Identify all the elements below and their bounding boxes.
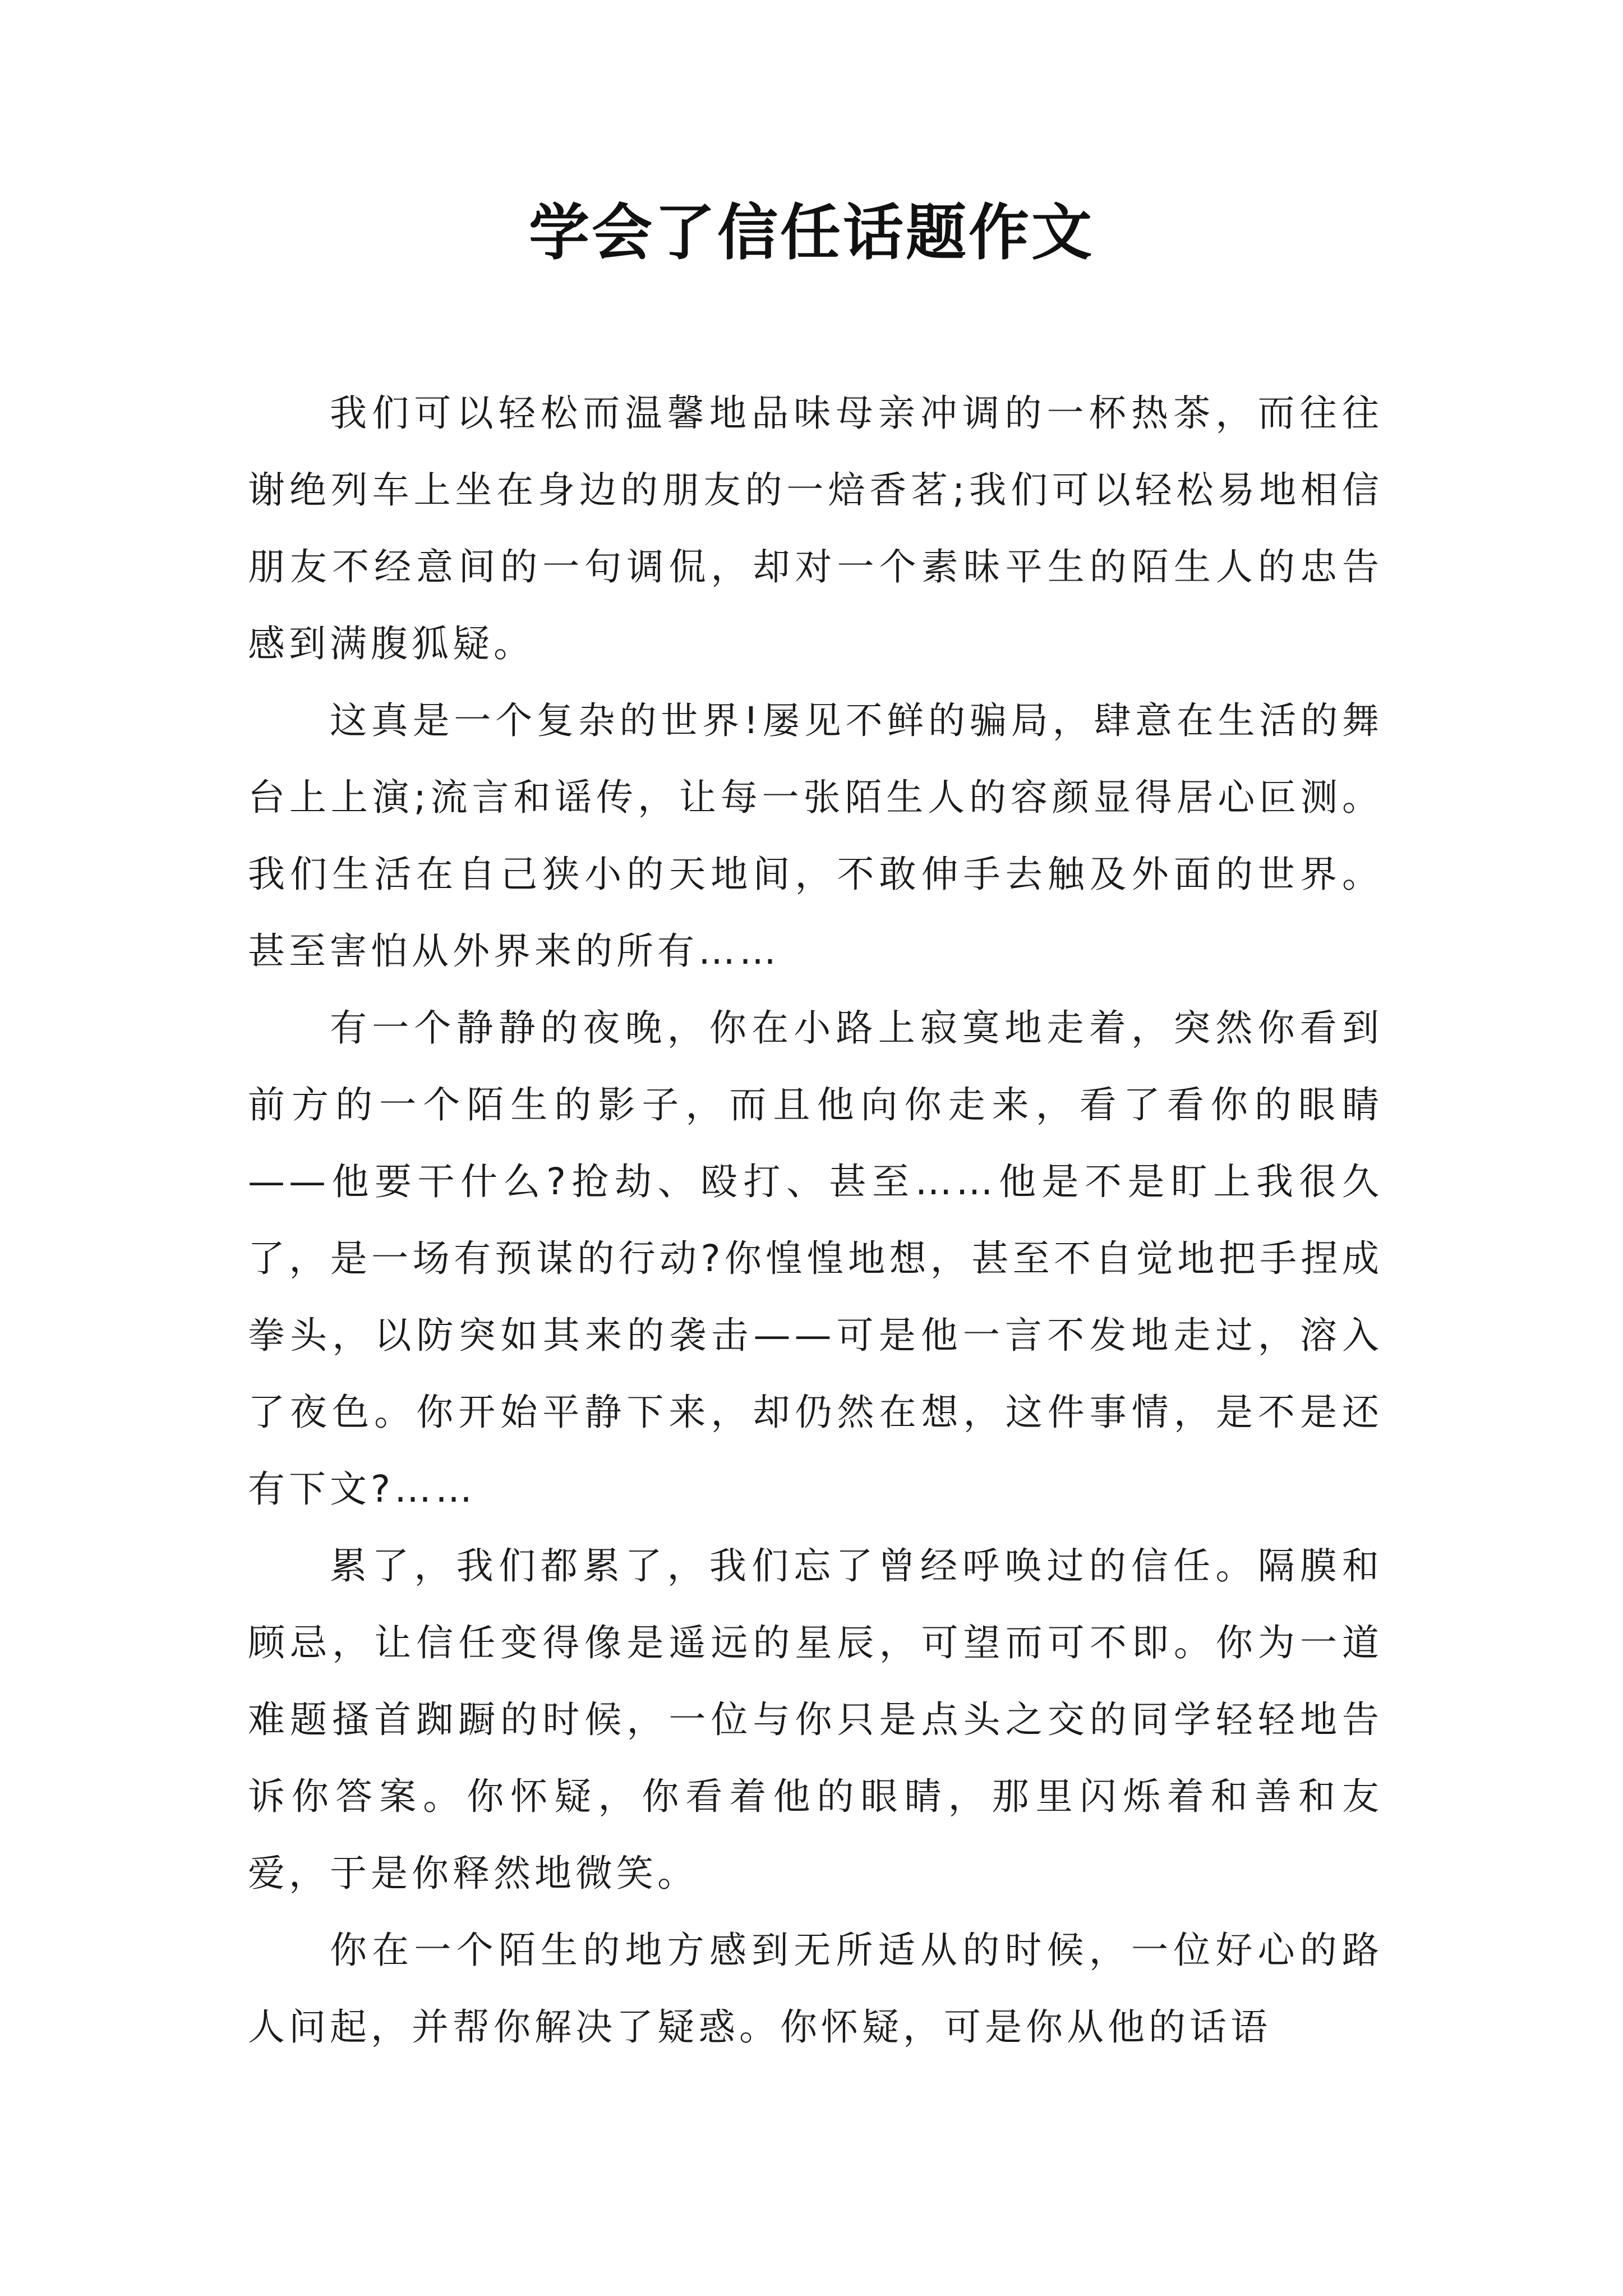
- paragraph: 累了，我们都累了，我们忘了曾经呼唤过的信任。隔膜和顾忌，让信任变得像是遥远的星辰，可望而可不即。你为一道难题搔首踟蹰的时候，一位与你只是点头之交的同学轻轻地告诉你答案。你怀疑，你看着他的眼睛，那里闪烁着和善和友爱，于是你释然地微笑。: [248, 1544, 1383, 1895]
- document-body: [248, 375, 1383, 2065]
- paragraph: 你在一个陌生的地方感到无所适从的时候，一位好心的路人问起，并帮你解决了疑惑。你怀疑，可是你从他的话语: [248, 1929, 1383, 2049]
- document-title: 学会了信任话题作文: [528, 197, 1094, 268]
- paragraph: 有一个静静的夜晚，你在小路上寂寞地走着，突然你看到前方的一个陌生的影子，而且他向你走来，看了看你的眼睛——他要干什么?抢劫、殴打、甚至……他是不是盯上我很久了，是一场有预谋的行动?你惶惶地想，甚至不自觉地把手捏成拳头，以防突如其来的袭击——可是他一言不发地走过，溶入了夜色。你开始平静下来，却仍然在想，这件事情，是不是还有下文?……: [248, 1006, 1383, 1511]
- paragraph: 这真是一个复杂的世界!屡见不鲜的骗局，肆意在生活的舞台上上演;流言和谣传，让每一张陌生人的容颜显得居心叵测。我们生活在自己狭小的天地间，不敢伸手去触及外面的世界。甚至害怕从外界来的所有……: [248, 699, 1383, 973]
- paragraph: 我们可以轻松而温馨地品味母亲冲调的一杯热茶，而往往谢绝列车上坐在身边的朋友的一焙香茗;我们可以轻松易地相信朋友不经意间的一句调侃，却对一个素昧平生的陌生人的忠告感到满腹狐疑。: [248, 392, 1383, 665]
